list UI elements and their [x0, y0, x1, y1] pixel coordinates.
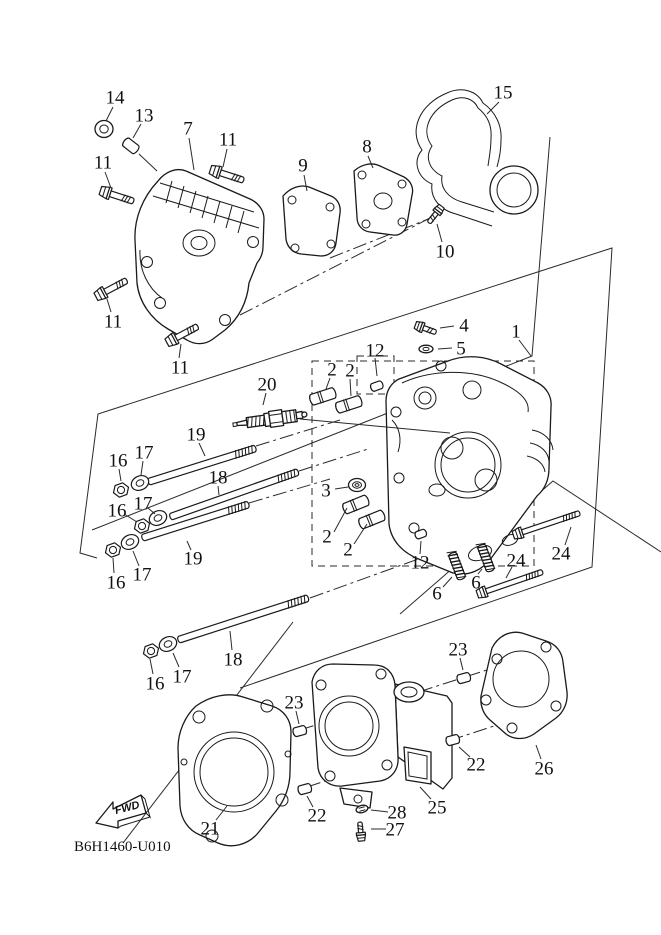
callout-label: 13 — [134, 105, 154, 127]
fwd-label: FWD — [113, 799, 141, 817]
cylinder-block — [312, 664, 452, 808]
callout-label: 22 — [466, 754, 486, 776]
fwd-arrow — [96, 795, 150, 828]
cover-gasket — [416, 90, 538, 226]
callout-label: 17 — [134, 442, 154, 464]
callout-label: 17 — [133, 493, 153, 515]
callout-label: 23 — [448, 639, 468, 661]
callout-label: 17 — [132, 564, 152, 586]
leader-line — [519, 340, 531, 356]
leader-line — [150, 659, 153, 674]
leader-line — [565, 527, 571, 545]
leader-line — [371, 810, 388, 812]
callout-label: 27 — [385, 819, 405, 841]
head-bolt-washer — [419, 345, 433, 353]
plain-washer — [129, 473, 151, 493]
callout-label: 21 — [200, 818, 220, 840]
callout-label: 6 — [471, 572, 481, 594]
callout-label: 24 — [506, 550, 526, 572]
valve-cover — [135, 170, 264, 344]
leader-line — [437, 224, 442, 242]
flange-nut — [141, 642, 160, 659]
leader-line — [536, 745, 541, 759]
leader-line — [230, 631, 232, 650]
callout-label: 16 — [145, 673, 165, 695]
leader-line — [335, 487, 348, 489]
plain-washer — [119, 532, 141, 552]
leader-line — [139, 154, 157, 171]
callout-label: 23 — [284, 692, 304, 714]
bolt — [355, 822, 366, 842]
dowel-pin — [297, 783, 312, 795]
bolt — [93, 275, 130, 302]
leader-line — [350, 379, 351, 396]
valve-guide — [357, 509, 386, 531]
leader-line — [106, 107, 113, 121]
callout-label: 22 — [307, 805, 327, 827]
bolt — [99, 185, 136, 207]
callout-label: 19 — [183, 548, 203, 570]
leader-line — [113, 558, 114, 573]
dowel-pin — [121, 137, 140, 155]
callout-label: 4 — [459, 315, 469, 337]
valve-guide — [341, 494, 370, 516]
dowel-pin — [456, 672, 471, 684]
callout-label: 11 — [218, 129, 238, 151]
dowel-pin — [292, 725, 307, 737]
valve-guide — [308, 386, 337, 406]
callout-label: 18 — [223, 649, 243, 671]
callout-label: 25 — [427, 797, 447, 819]
leader-line — [223, 149, 227, 167]
cylinder-head — [386, 357, 553, 574]
leader-line — [189, 138, 194, 170]
callout-label: 24 — [551, 543, 571, 565]
cylinder-gasket — [178, 695, 291, 846]
breather-plate-1 — [283, 186, 340, 256]
callout-label: 3 — [321, 480, 331, 502]
callout-label: 16 — [108, 450, 128, 472]
callout-label: 19 — [186, 424, 206, 446]
callout-label: 28 — [387, 802, 407, 824]
leader-line — [438, 348, 452, 349]
leader-line — [173, 653, 179, 667]
leader-line — [105, 172, 111, 188]
plain-washer — [157, 634, 179, 654]
leader-line — [107, 299, 111, 312]
flange-nut — [103, 541, 122, 558]
callout-label: 2 — [322, 526, 332, 548]
callout-label: 16 — [107, 500, 127, 522]
callout-label: 14 — [105, 87, 125, 109]
callout-label: 11 — [103, 311, 123, 333]
callout-label: 8 — [362, 136, 372, 158]
callout-label: 12 — [410, 552, 430, 574]
callout-label: 2 — [327, 359, 337, 381]
callout-label: 17 — [172, 666, 192, 688]
leader-line — [443, 577, 452, 587]
valve-seal — [349, 479, 366, 492]
callout-label: 1 — [511, 321, 521, 343]
callout-label: 11 — [93, 152, 113, 174]
callout-label: 15 — [493, 82, 513, 104]
callout-label: 10 — [435, 241, 455, 263]
callout-label: 2 — [343, 539, 353, 561]
callout-label: 20 — [257, 374, 277, 396]
leader-line — [440, 326, 454, 328]
callout-label: 12 — [365, 340, 385, 362]
callout-label: 7 — [183, 118, 193, 140]
dowel-pin — [370, 380, 384, 392]
valve-guide — [334, 394, 363, 414]
bolt — [414, 320, 438, 337]
stud — [177, 594, 310, 644]
callout-label: 2 — [345, 360, 355, 382]
callout-label: 26 — [534, 758, 554, 780]
callout-label: 6 — [432, 583, 442, 605]
leader-line — [179, 344, 181, 358]
callout-label: 9 — [298, 155, 308, 177]
callout-label: 18 — [208, 467, 228, 489]
drawing-code: B6H1460-U010 — [74, 839, 171, 855]
callout-label: 5 — [456, 338, 466, 360]
head-gasket — [481, 632, 567, 738]
breather-plate-2 — [354, 164, 413, 235]
flange-nut — [111, 481, 130, 498]
cover-seal — [95, 121, 113, 138]
callout-label: 16 — [106, 572, 126, 594]
bolt — [425, 204, 445, 226]
spark-plug — [232, 406, 308, 432]
leader-line — [334, 508, 347, 532]
callout-label: 11 — [170, 357, 190, 379]
